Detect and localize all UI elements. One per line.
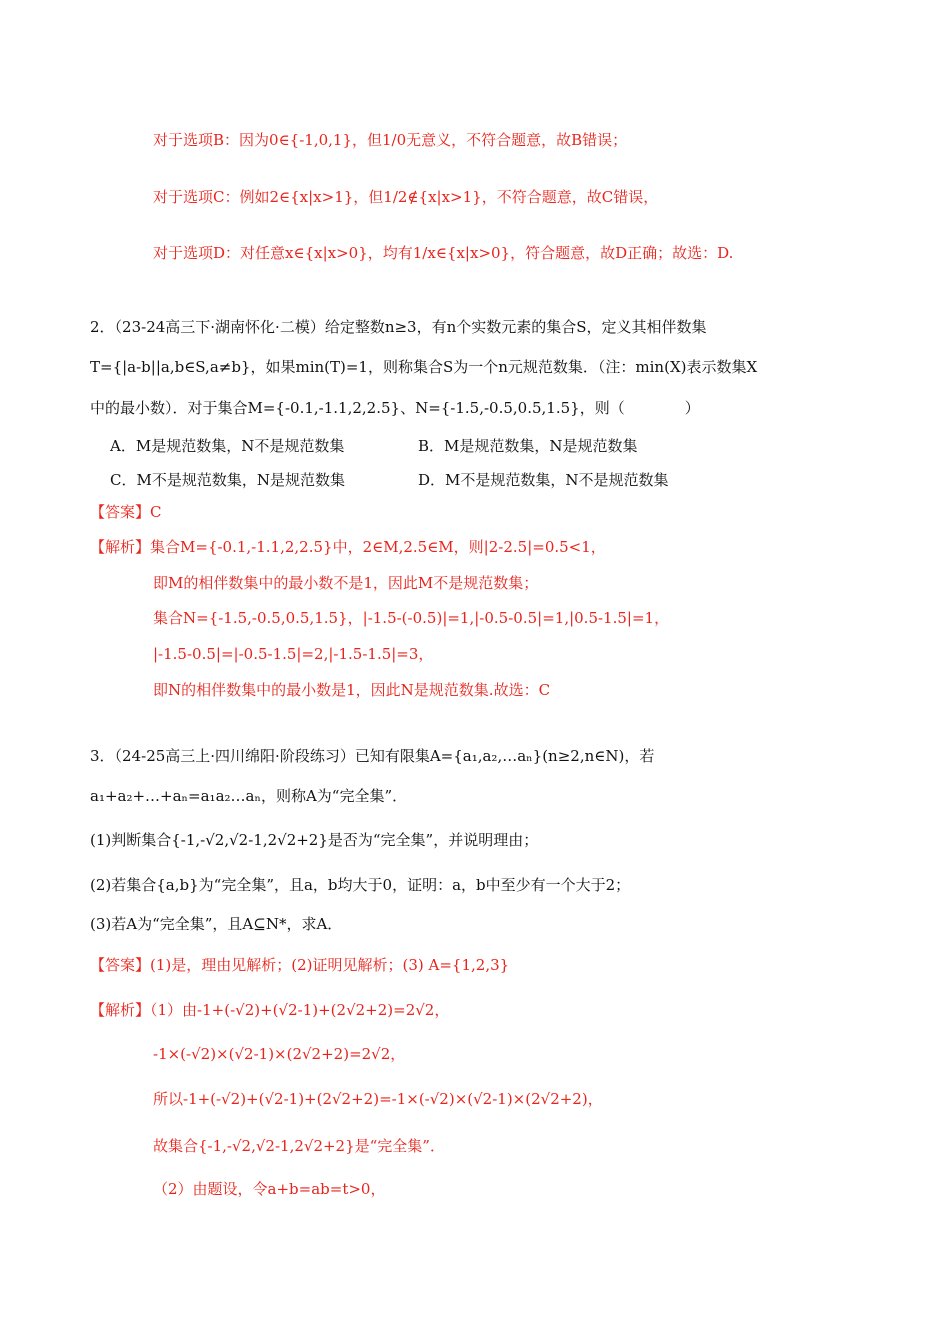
q3-stem-line-2: a₁+a₂+…+aₙ=a₁a₂…aₙ，则称A为“完全集”． xyxy=(90,787,408,805)
q2-analysis-line-5: 即N的相伴数集中的最小数是1，因此N是规范数集.故选：C xyxy=(153,681,551,699)
q3-part-2: (2)若集合{a,b}为“完全集”，且a，b均大于0，证明：a，b中至少有一个大于2； xyxy=(90,876,631,894)
q2-option-a: A．M是规范数集，N不是规范数集 xyxy=(110,437,345,455)
analysis-tag: 【解析】 xyxy=(90,538,151,556)
q2-analysis-line-1 xyxy=(90,537,606,557)
q3-analysis-line-1 xyxy=(90,1000,449,1020)
q2-option-b: B．M是规范数集，N是规范数集 xyxy=(418,437,638,455)
q3-answer-line xyxy=(90,955,509,975)
answer-tag: 【答案】 xyxy=(90,503,151,521)
q2-analysis-line-4: |-1.5-0.5|=|-0.5-1.5|=2,|-1.5-1.5|=3， xyxy=(153,645,434,663)
q3-part-1: (1)判断集合{-1,-√2,√2-1,2√2+2}是否为“完全集”，并说明理由； xyxy=(90,831,539,849)
q1-option-c-analysis: 对于选项C：例如2∈{x|x>1}，但1/2∉{x|x>1}，不符合题意，故C错误， xyxy=(153,188,659,206)
answer-tag: 【答案】 xyxy=(90,956,151,974)
q3-stem-line-1: 3．（24-25高三上·四川绵阳·阶段练习）已知有限集A={a₁,a₂,…aₙ}(n≥2,n∈N)，若 xyxy=(90,747,655,765)
q2-stem-line-2: T={|a-b||a,b∈S,a≠b}，如果min(T)=1，则称集合S为一个n元规范数集．（注：min(X)表示数集X xyxy=(90,358,758,376)
q3-analysis-text-1: （1）由-1+(-√2)+(√2-1)+(2√2+2)=2√2， xyxy=(150,1001,450,1019)
q2-answer-line xyxy=(90,502,162,522)
q3-analysis-line-5: （2）由题设，令a+b=ab=t>0， xyxy=(153,1180,386,1198)
q3-analysis-line-3: 所以-1+(-√2)+(√2-1)+(2√2+2)=-1×(-√2)×(√2-1)×(2√2+2)， xyxy=(153,1090,603,1108)
q3-answer: (1)是，理由见解析；(2)证明见解析；(3) A={1,2,3} xyxy=(150,956,510,974)
q2-stem-line-1: 2．（23-24高三下·湖南怀化·二模）给定整数n≥3，有n个实数元素的集合S，定义其相伴数集 xyxy=(90,318,707,336)
q3-analysis-line-4: 故集合{-1,-√2,√2-1,2√2+2}是“完全集”． xyxy=(153,1137,445,1155)
q2-option-d: D．M不是规范数集，N不是规范数集 xyxy=(418,471,669,489)
q2-analysis-line-2: 即M的相伴数集中的最小数不是1，因此M不是规范数集； xyxy=(153,574,539,592)
q3-part-3: (3)若A为“完全集”，且A⊆N*，求A． xyxy=(90,915,343,933)
q2-answer: C xyxy=(150,503,162,521)
q2-analysis-text-1: 集合M={-0.1,-1.1,2,2.5}中，2∈M,2.5∈M，则|2-2.5|=0.5<1， xyxy=(150,538,606,556)
q2-stem-line-3: 中的最小数）．对于集合M={-0.1,-1.1,2,2.5}、N={-1.5,-0.5,0.5,1.5}，则（ ） xyxy=(90,399,700,417)
q2-analysis-line-3: 集合N={-1.5,-0.5,0.5,1.5}，|-1.5-(-0.5)|=1,|-0.5-0.5|=1,|0.5-1.5|=1， xyxy=(153,609,670,627)
analysis-tag: 【解析】 xyxy=(90,1001,151,1019)
q1-option-d-analysis: 对于选项D：对任意x∈{x|x>0}，均有1/x∈{x|x>0}，符合题意，故D正确；故选：D. xyxy=(153,244,734,262)
q3-analysis-line-2: -1×(-√2)×(√2-1)×(2√2+2)=2√2， xyxy=(153,1045,406,1063)
q2-option-c: C．M不是规范数集，N是规范数集 xyxy=(110,471,345,489)
q1-option-b-analysis: 对于选项B：因为0∈{-1,0,1}，但1/0无意义，不符合题意，故B错误； xyxy=(153,131,628,149)
